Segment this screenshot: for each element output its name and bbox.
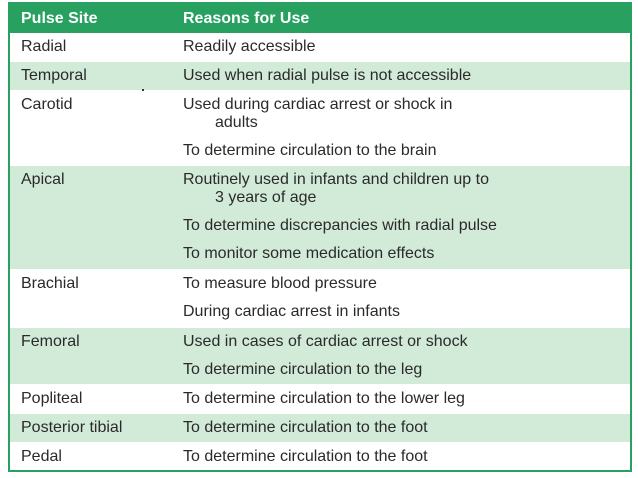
table-row-temporal (10, 62, 630, 91)
reasons-cell (173, 443, 630, 470)
pulse-site-cell: Brachial (21, 275, 79, 292)
reason-text: Readily accessible (183, 38, 316, 55)
table-row-radial (10, 33, 630, 62)
reason-text: To determine circulation to the foot (183, 419, 428, 436)
reason-text: Used when radial pulse is not accessible (183, 67, 472, 84)
reason-line-continued: 3 years of age (215, 189, 317, 206)
table-row-popliteal (10, 385, 630, 414)
pulse-site-cell: Apical (21, 171, 65, 188)
reasons-cell (173, 270, 630, 327)
pulse-site-cell: Popliteal (21, 390, 83, 407)
reason-line-continued: adults (215, 114, 258, 131)
reason-line: Routinely used in infants and children up to (183, 171, 489, 188)
pulse-site-cell: Femoral (21, 333, 80, 350)
reason-text: To determine circulation to the leg (183, 361, 423, 378)
pulse-site-cell: Pedal (21, 448, 62, 465)
table-row-pedal (10, 443, 630, 470)
header-reasons-for-use: Reasons for Use (183, 9, 310, 27)
pulse-site-cell: Temporal (21, 67, 87, 84)
table-header (10, 4, 630, 33)
pulse-site-table (8, 2, 632, 472)
reasons-cell (173, 328, 630, 384)
stray-mark (142, 89, 144, 91)
reasons-cell (173, 414, 630, 442)
reason-text: To determine discrepancies with radial pulse (183, 217, 497, 234)
table-row-posterior-tibial (10, 414, 630, 443)
reasons-cell (173, 166, 630, 269)
table-row-femoral (10, 328, 630, 385)
reason-text: To determine circulation to the foot (183, 448, 428, 465)
reasons-cell (173, 33, 630, 61)
reason-text: During cardiac arrest in infants (183, 303, 400, 320)
reason-line: Used during cardiac arrest or shock in (183, 96, 453, 113)
pulse-site-cell: Posterior tibial (21, 419, 123, 436)
reasons-cell (173, 385, 630, 413)
reasons-cell (173, 91, 630, 165)
table-row-apical (10, 166, 630, 270)
pulse-site-cell: Radial (21, 38, 67, 55)
reason-text (173, 91, 630, 132)
reason-text: To measure blood pressure (183, 275, 377, 292)
reason-text: To determine circulation to the brain (183, 142, 437, 159)
pulse-site-cell: Carotid (21, 96, 73, 113)
header-pulse-site: Pulse Site (21, 9, 98, 27)
reasons-cell (173, 62, 630, 90)
table-row-brachial (10, 270, 630, 328)
reason-text: To determine circulation to the lower leg (183, 390, 465, 407)
table-row-carotid (10, 91, 630, 166)
reason-text: Used in cases of cardiac arrest or shock (183, 333, 468, 350)
reason-text: To monitor some medication effects (183, 245, 435, 262)
reason-text (173, 166, 630, 207)
